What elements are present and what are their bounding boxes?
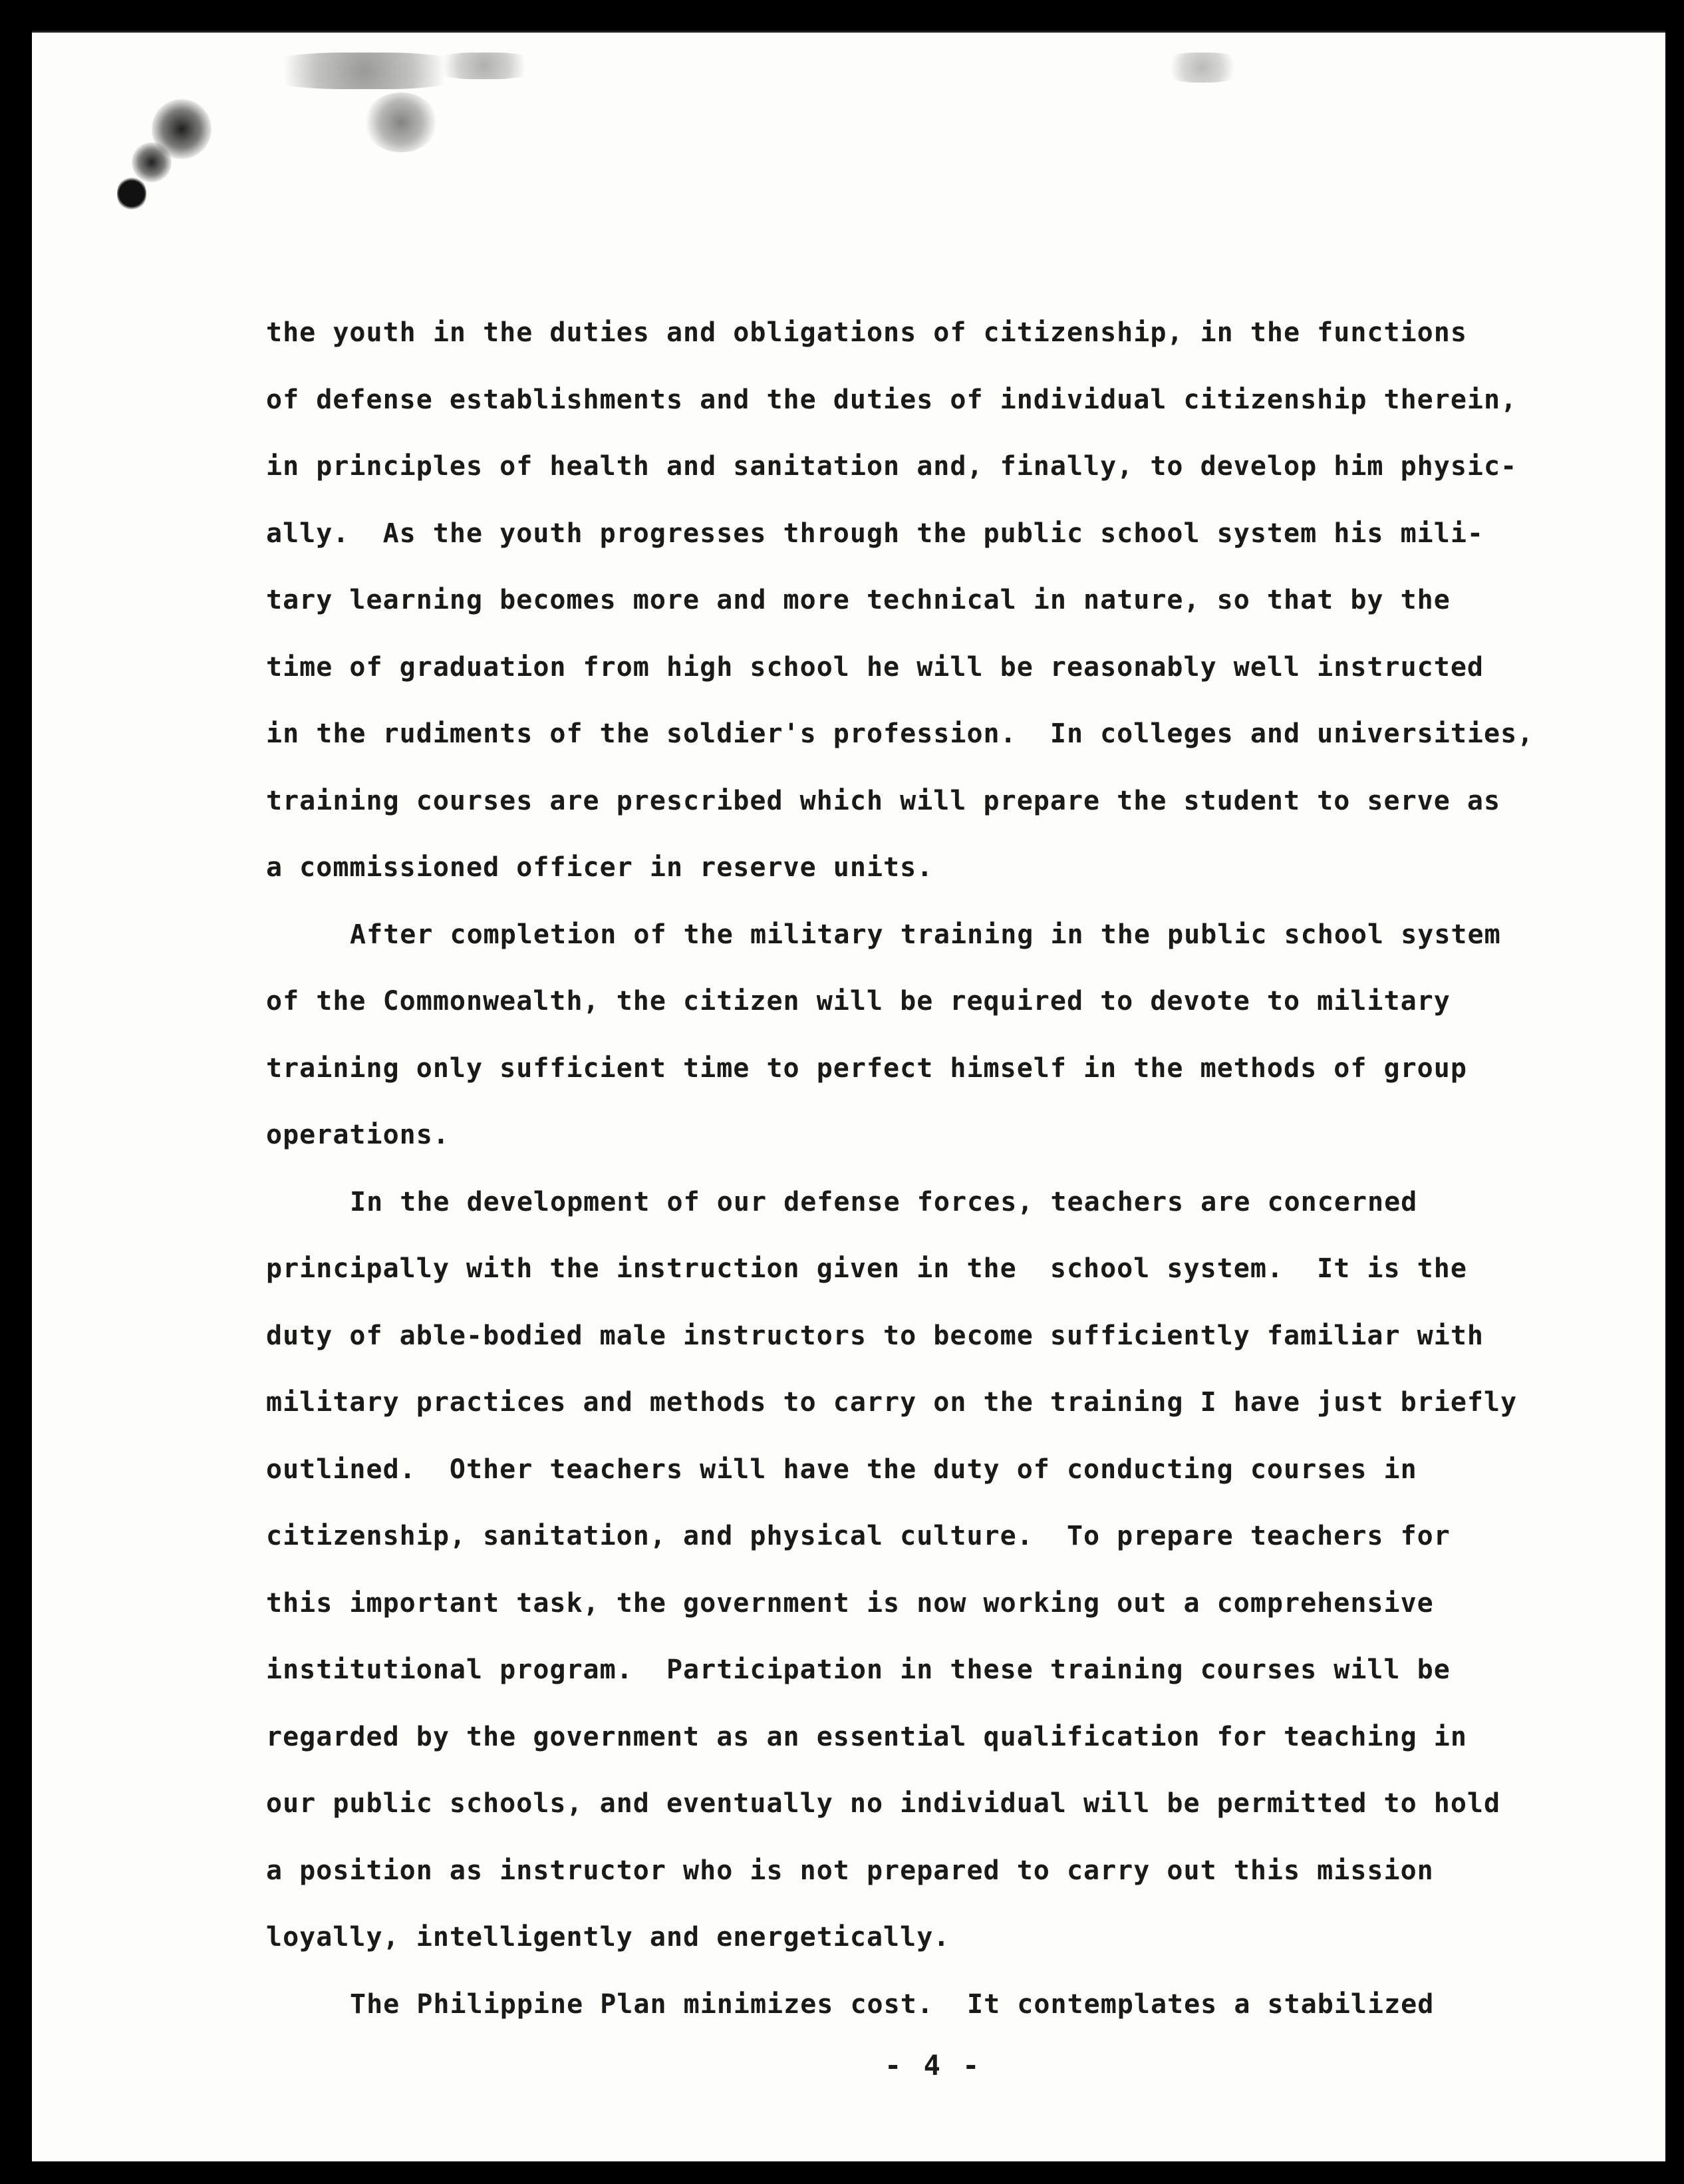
ink-smudge xyxy=(431,53,537,79)
text-line: a position as instructor who is not prepared to carry out this mission xyxy=(266,1855,1434,1886)
page-number: - 4 - xyxy=(885,2049,982,2082)
text-line: principally with the instruction given in the school system. It is the xyxy=(266,1253,1467,1284)
text-line: The Philippine Plan minimizes cost. It contemplates a stabilized xyxy=(350,1988,1435,2020)
text-line: of the Commonwealth, the citizen will be required to devote to military xyxy=(266,986,1451,1016)
text-line: citizenship, sanitation, and physical culture. To prepare teachers for xyxy=(266,1521,1451,1551)
text-line: institutional program. Participation in these training courses will be xyxy=(266,1654,1451,1685)
text-line: regarded by the government as an essential qualification for teaching in xyxy=(266,1721,1467,1752)
text-line: time of graduation from high school he will be reasonably well instructed xyxy=(266,651,1484,683)
text-line: After completion of the military training in the public school system xyxy=(350,919,1501,950)
text-line: training courses are prescribed which will prepare the student to serve as xyxy=(266,785,1501,816)
text-line: duty of able-bodied male instructors to become sufficiently familiar with xyxy=(266,1320,1484,1351)
ink-smudge xyxy=(117,176,146,212)
text-line: in principles of health and sanitation and, finally, to develop him physic- xyxy=(266,451,1518,482)
ink-smudge xyxy=(364,92,438,152)
text-line: operations. xyxy=(266,1120,450,1150)
text-line: outlined. Other teachers will have the duty of conducting courses in xyxy=(266,1454,1417,1485)
ink-smudge xyxy=(1163,53,1242,82)
text-line: tary learning becomes more and more technical in nature, so that by the xyxy=(266,585,1451,615)
text-line: military practices and methods to carry on the training I have just briefly xyxy=(266,1387,1518,1418)
text-line: In the development of our defense forces, teachers are concerned xyxy=(350,1186,1418,1217)
text-line: in the rudiments of the soldier's profession. In colleges and universities, xyxy=(266,718,1534,749)
text-line: loyally, intelligently and energetically. xyxy=(266,1922,950,1952)
text-line: a commissioned officer in reserve units. xyxy=(266,852,934,883)
text-line: ally. As the youth progresses through the public school system his mili- xyxy=(266,518,1484,549)
text-line: the youth in the duties and obligations of citizenship, in the functions xyxy=(266,317,1467,348)
text-line: training only sufficient time to perfect himself in the methods of group xyxy=(266,1052,1467,1084)
text-line: this important task, the government is now working out a comprehensive xyxy=(266,1587,1434,1619)
ink-smudge xyxy=(132,142,172,182)
text-line: of defense establishments and the duties of individual citizenship therein, xyxy=(266,384,1518,415)
text-line: our public schools, and eventually no individual will be permitted to hold xyxy=(266,1788,1501,1819)
